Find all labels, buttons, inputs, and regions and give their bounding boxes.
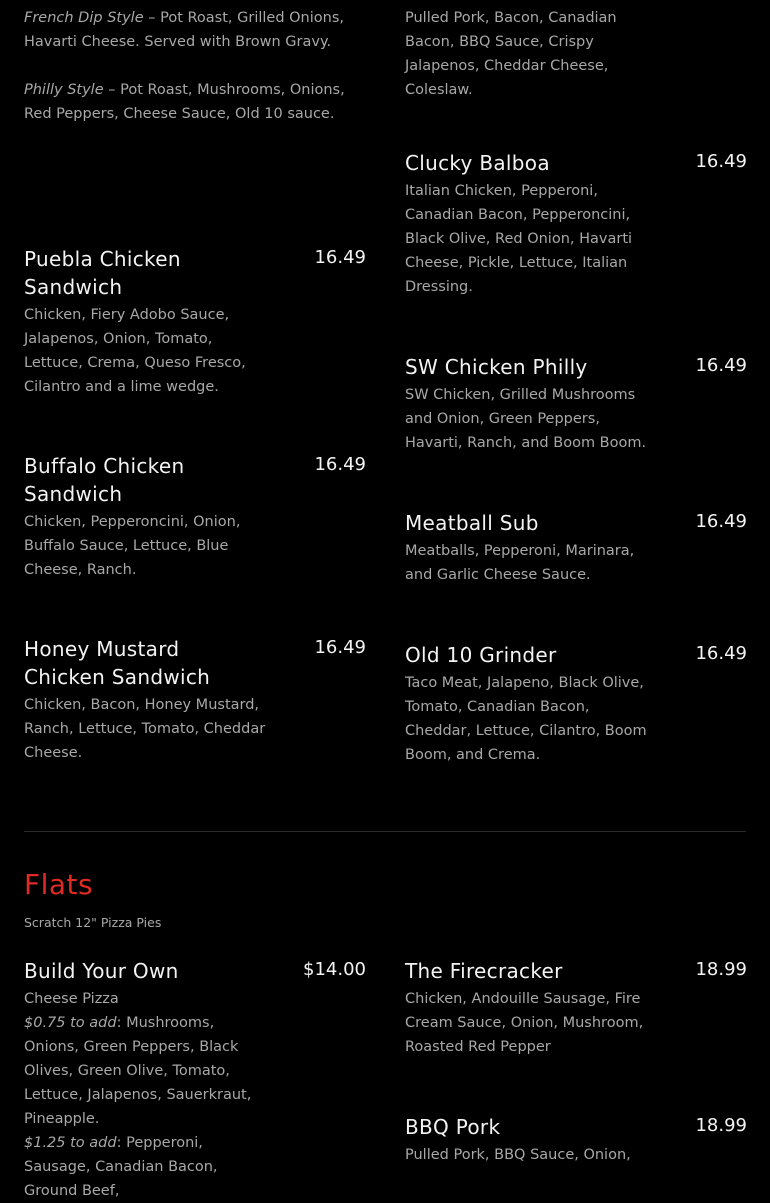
left-intro bbox=[24, 6, 366, 126]
menu-item-name: The Firecracker bbox=[405, 959, 563, 983]
add-on-list: : Mushrooms, Onions, Green Peppers, Black Olives, Green Olive, Tomato, Lettuce, Jalapenos, Sauerkraut, Pineapple. bbox=[24, 1015, 252, 1127]
menu-item-bbq-pork bbox=[405, 1113, 747, 1167]
menu-item-name: Puebla Chicken Sandwich bbox=[24, 247, 181, 299]
menu-item-the-firecracker bbox=[405, 957, 747, 1059]
add-on-price: $1.25 to add bbox=[24, 1135, 117, 1151]
menu-item-description: Chicken, Pepperoncini, Onion, Buffalo Sauce, Lettuce, Blue Cheese, Ranch. bbox=[24, 514, 241, 578]
philly-style-text: Philly Style – Pot Roast, Mushrooms, Onions, Red Peppers, Cheese Sauce, Old 10 sauce. bbox=[24, 82, 345, 122]
menu-item-name: Meatball Sub bbox=[405, 511, 539, 535]
menu-item-price: 16.49 bbox=[695, 355, 747, 376]
right-intro bbox=[405, 6, 747, 102]
menu-item-description: Taco Meat, Jalapeno, Black Olive, Tomato, Canadian Bacon, Cheddar, Lettuce, Cilantro, Boom Boom, and Crema. bbox=[405, 675, 647, 763]
section-title-flats: Flats bbox=[24, 868, 94, 901]
add-on-option bbox=[24, 1131, 269, 1203]
section-subtitle: Scratch 12" Pizza Pies bbox=[24, 915, 162, 930]
menu-item-description: Italian Chicken, Pepperoni, Canadian Bacon, Pepperoncini, Black Olive, Red Onion, Havarti Cheese, Pickle, Lettuce, Italian Dressing. bbox=[405, 183, 633, 295]
menu-item-meatball-sub bbox=[405, 509, 747, 587]
menu-item-buffalo-chicken-sandwich bbox=[24, 452, 366, 582]
menu-item-price: 18.99 bbox=[695, 959, 747, 980]
add-on-price: $0.75 to add bbox=[24, 1015, 117, 1031]
menu-item-price: $14.00 bbox=[303, 959, 366, 980]
add-on-option bbox=[24, 1011, 269, 1131]
add-on-list: : Pepperoni, Sausage, Canadian Bacon, Ground Beef, bbox=[24, 1135, 218, 1199]
menu-item-price: 16.49 bbox=[314, 247, 366, 268]
menu-item-old-10-grinder bbox=[405, 641, 747, 767]
menu-item-name: Clucky Balboa bbox=[405, 151, 550, 175]
menu-item-price: 16.49 bbox=[695, 511, 747, 532]
menu-item-name: Honey Mustard Chicken Sandwich bbox=[24, 637, 211, 689]
menu-item-description: Pulled Pork, BBQ Sauce, Onion, bbox=[405, 1147, 631, 1163]
menu-item-build-your-own bbox=[24, 957, 366, 1203]
french-dip-style-text: French Dip Style – Pot Roast, Grilled Onions, Havarti Cheese. Served with Brown Gravy. bbox=[24, 10, 344, 50]
menu-item-description: SW Chicken, Grilled Mushrooms and Onion, Green Peppers, Havarti, Ranch, and Boom Boom. bbox=[405, 387, 647, 451]
menu-item-description: Meatballs, Pepperoni, Marinara, and Garlic Cheese Sauce. bbox=[405, 543, 635, 583]
menu-item-price: 16.49 bbox=[695, 151, 747, 172]
menu-item-name: BBQ Pork bbox=[405, 1115, 501, 1139]
menu-item-clucky-balboa bbox=[405, 149, 747, 299]
menu-item-description: Chicken, Andouille Sausage, Fire Cream Sauce, Onion, Mushroom, Roasted Red Pepper bbox=[405, 991, 644, 1055]
menu-item-name: Buffalo Chicken Sandwich bbox=[24, 454, 185, 506]
menu-item-description bbox=[24, 987, 269, 1203]
menu-item-description: Chicken, Fiery Adobo Sauce, Jalapenos, Onion, Tomato, Lettuce, Crema, Queso Fresco, Cilantro and a lime wedge. bbox=[24, 307, 246, 395]
menu-item-name: Old 10 Grinder bbox=[405, 643, 557, 667]
section-divider bbox=[24, 831, 746, 832]
menu-item-price: 18.99 bbox=[695, 1115, 747, 1136]
menu-item-name: Build Your Own bbox=[24, 959, 179, 983]
menu-item-name: SW Chicken Philly bbox=[405, 355, 588, 379]
base-option-text: Cheese Pizza bbox=[24, 991, 119, 1007]
menu-item-price: 16.49 bbox=[314, 454, 366, 475]
menu-item-honey-mustard-chicken-sandwich bbox=[24, 635, 366, 765]
menu-item-description: Pulled Pork, Bacon, Canadian Bacon, BBQ Sauce, Crispy Jalapenos, Cheddar Cheese, Coleslaw. bbox=[405, 10, 617, 98]
menu-item-price: 16.49 bbox=[314, 637, 366, 658]
menu-item-description: Chicken, Bacon, Honey Mustard, Ranch, Lettuce, Tomato, Cheddar Cheese. bbox=[24, 697, 266, 761]
menu-item-puebla-chicken-sandwich bbox=[24, 245, 366, 399]
menu-item-sw-chicken-philly bbox=[405, 353, 747, 455]
menu-item-price: 16.49 bbox=[695, 643, 747, 664]
